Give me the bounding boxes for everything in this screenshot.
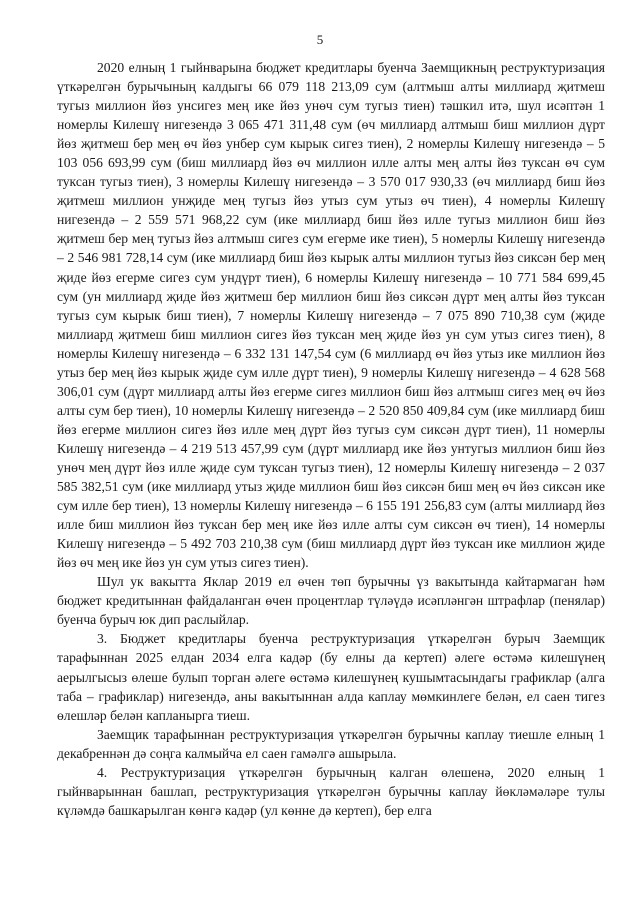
document-body <box>57 58 605 820</box>
page-number: 5 <box>316 32 324 47</box>
paragraph-annual-deadline: Заемщик тарафыннан реструктуризация үткәрелгән бурычны каплау тиешле елның 1 декабреннән дә соңга калмыйча ел саен гамәлгә ашырыла. <box>57 726 605 761</box>
paragraph-no-penalties: Шул ук вакытта Яклар 2019 ел өчен төп бурычны үз вакытында кайтармаган һәм бюджет кредитыннан файдаланган өчен процентлар түләүдә исәпләнгән штрафлар (пенялар) буенча бурыч юк дип раслыйлар. <box>57 574 605 628</box>
paragraph-repayment-schedule: 3. Бюджет кредитлары буенча реструктуризация үткәрелгән бурыч Заемщик тарафыннан 2025 елдан 2034 елга кадәр (бу елны да кертеп) әлеге өстәмә килешүнең аерылгысыз өлеше булып торган әлеге өстәмә килешүнең кушымтасындагы графиклар (алга таба – графиклар) нигезендә, аны вакытыннан алда каплау мөмкинлеге белән, ел саен тигез өлешләр белән капланырга тиеш. <box>57 631 605 723</box>
paragraph-interest-remaining: 4. Реструктуризация үткәрелгән бурычның калган өлешенә, 2020 елның 1 гыйнварыннан башлап, реструктуризация үткәрелгән бурычны каплау йөкләмәләре тулы күләмдә башкарылган көнгә кадәр (ул көнне дә кертеп), бер елга <box>57 764 605 818</box>
paragraph-debt-balance: 2020 елның 1 гыйнварына бюджет кредитлары буенча Заемщикның реструктуризация үткәрелгән бурычының калдыгы 66 079 118 213,09 сум (алтмыш алты миллиард җитмеш тугыз миллион йөз унсигез мең ике йөз унөч сум тугыз тиен) тәшкил итә, шул исәптән 1 номерлы Килешү нигезендә 3 065 471 311,48 сум (өч миллиард алтмыш биш миллион дүрт йөз җитмеш бер мең өч йөз унбер сум кырык сигез тиен), 2 номерлы Килешү нигезендә – 5 103 056 693,99 сум (биш миллиард йөз өч миллион илле алты мең алты йөз туксан өч сум туксан тугыз тиен), 3 номерлы Килешү нигезендә – 3 570 017 930,33 (өч миллиард биш йөз җитмеш миллион унҗиде мең тугыз йөз утыз сум утыз өч тиен), 4 номерлы Килешү нигезендә – 2 559 571 968,22 сум (ике миллиард биш йөз илле тугыз миллион биш йөз җитмеш бер мең тугыз йөз алтмыш сигез сум егерме ике тиен), 5 номерлы Килешү нигезендә – 2 546 981 728,14 сум (ике миллиард биш йөз кырык алты миллион тугыз йөз сиксән бер мең җиде йөз егерме сигез сум ундүрт тиен), 6 номерлы Килешү нигезендә – 10 771 584 699,45 сум (ун миллиард җиде йөз җитмеш бер миллион биш йөз сиксән дүрт мең алты йөз туксан тугыз сум кырык биш тиен), 7 номерлы Килешү нигезендә – 7 075 890 710,38 сум (җиде миллиард җитмеш биш миллион сигез йөз туксан мең җиде йөз ун сум утыз сигез тиен), 8 номерлы Килешү нигезендә – 6 332 131 147,54 сум (6 миллиард өч йөз утыз ике миллион йөз утыз бер мең йөз кырык җиде сум илле дүрт тиен), 9 номерлы Килешү нигезендә – 4 628 568 306,01 сум (дүрт миллиард алты йөз егерме сигез миллион биш йөз алтмыш сигез мең өч йөз алты сум бер тиен), 10 номерлы Килешү нигезендә – 2 520 850 409,84 сум (ике миллиард биш йөз егерме миллион сигез йөз илле мең дүрт йөз тугыз сум сиксән дүрт тиен), 11 номерлы Килешү нигезендә – 4 219 513 457,99 сум (дүрт миллиард ике йөз унтугыз миллион биш йөз унөч мең дүрт йөз илле җиде сум туксан тугыз тиен), 12 номерлы Килешү нигезендә – 2 037 585 382,51 сум (ике миллиард утыз җиде миллион биш йөз сиксән биш мең өч йөз сиксән ике сум илле бер тиен), 13 номерлы Килешү нигезендә – 6 155 191 256,83 сум (алты миллиард йөз илле биш миллион йөз туксан бер мең ике йөз илле алты сум сиксән өч тиен), 14 номерлы Килешү нигезендә – 5 492 703 210,38 сум (биш миллиард дүрт йөз туксан ике миллион җиде йөз өч мең ике йөз ун сум утыз сигез тиен). <box>57 60 605 571</box>
